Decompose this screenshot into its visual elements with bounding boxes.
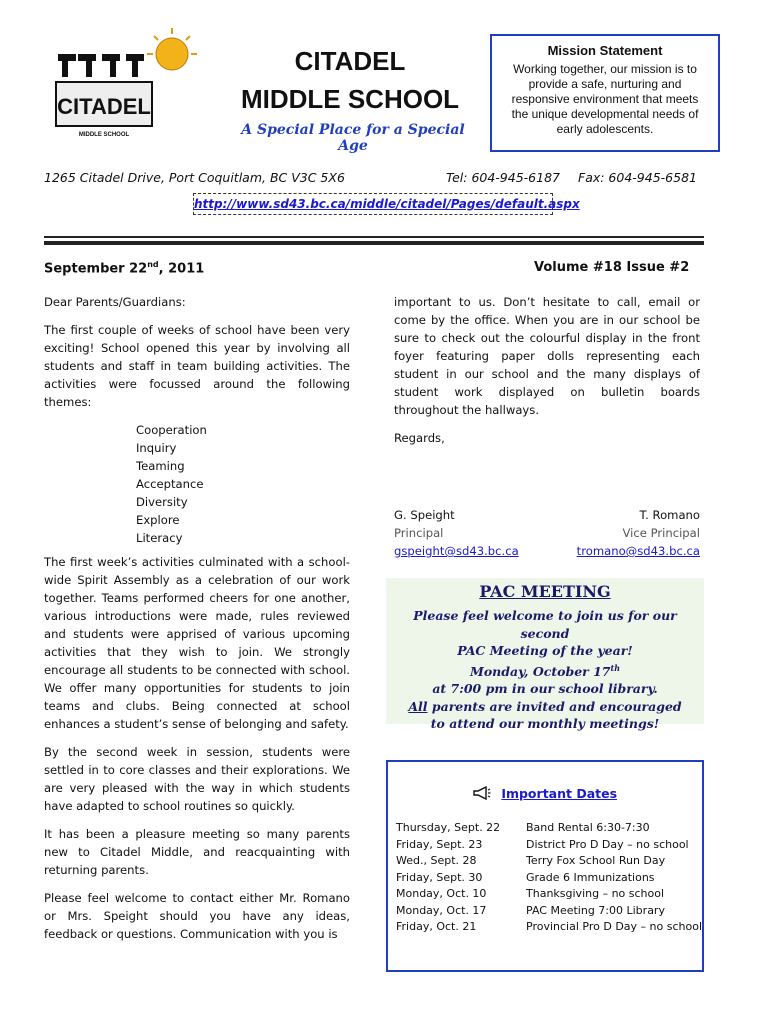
theme-item: Inquiry	[136, 441, 177, 455]
pac-meeting-box	[386, 578, 704, 732]
volume-issue: Volume #18 Issue #2	[534, 260, 690, 275]
signature-vice-principal	[577, 506, 700, 560]
school-title	[240, 42, 460, 118]
header-divider-thin	[44, 236, 704, 238]
svg-text:MIDDLE SCHOOL: MIDDLE SCHOOL	[78, 132, 130, 138]
theme-item: Explore	[136, 513, 180, 527]
megaphone-icon	[473, 786, 491, 800]
phone-number: Tel: 604-945-6187	[446, 170, 560, 185]
table-row: Friday, Sept. 23 District Pro D Day – no school	[396, 837, 689, 851]
table-row: Monday, Oct. 17 PAC Meeting 7:00 Library	[396, 903, 665, 917]
important-dates-title: Important Dates	[501, 786, 618, 801]
vice-principal-name: T. Romano	[639, 508, 700, 522]
school-website-link[interactable]: http://www.sd43.bc.ca/middle/citadel/Pages/default.aspx	[193, 193, 553, 215]
table-row: Friday, Oct. 21 Provincial Pro D Day – no school	[396, 920, 702, 933]
letter-paragraph: It has been a pleasure meeting so many parents new to Citadel Middle, and reacquainting with returning parents.	[44, 827, 350, 877]
table-row: Wed., Sept. 28 Terry Fox School Run Day	[396, 854, 666, 867]
mission-title: Mission Statement	[547, 43, 663, 58]
principal-email-link[interactable]: gspeight@sd43.bc.ca	[394, 544, 519, 558]
letter-closing: Regards,	[394, 431, 445, 445]
theme-item: Acceptance	[136, 477, 204, 491]
svg-text:CITADEL: CITADEL	[57, 94, 151, 119]
letter-right-column	[394, 293, 700, 457]
table-row: Thursday, Sept. 22 Band Rental 6:30-7:30	[396, 821, 650, 834]
sun-icon	[147, 28, 197, 70]
important-dates-table	[396, 820, 702, 936]
important-dates-header	[388, 786, 702, 801]
principal-name: G. Speight	[394, 508, 455, 522]
letter-greeting: Dear Parents/Guardians:	[44, 295, 186, 309]
mission-text: Working together, our mission is to provide a safe, nurturing and responsive environment that meets the unique developmental needs of early adolescents.	[511, 62, 699, 136]
letter-paragraph: The first week’s activities culminated with a school-wide Spirit Assembly as a celebration of our work together. Teams performed cheers for one another, various introductions were made, rules reviewed and students were apprised of various upcoming activities that they wish to join. We strongly encourage all students to be connected with school. We offer many opportunities for students to join teams and clubs. Being connected at school enhances a student’s sense of belonging and safety.	[44, 555, 350, 731]
logo-graphic	[50, 18, 200, 153]
school-logo	[50, 18, 200, 153]
vice-principal-role: Vice Principal	[622, 526, 700, 540]
themes-list	[136, 421, 350, 547]
pac-text: Please feel welcome to join us for our second PAC Meeting of the year! Monday, October 17th at 7:00 pm in our school library. All parents are invited and encouraged to attend our monthly meetings!	[408, 608, 682, 732]
header-divider-thick	[44, 241, 704, 245]
letter-paragraph: Please feel welcome to contact either Mr. Romano or Mrs. Speight should you have any ideas, feedback or questions. Communication with you is	[44, 891, 350, 941]
letter-paragraph: important to us. Don’t hesitate to call, email or come by the office. When you are in our school be sure to check out the colourful display in the front foyer featuring paper dolls representing each student in our school and the many displays of student work displayed on bulletin boards throughout the hallways.	[394, 295, 700, 417]
letter-paragraph: The first couple of weeks of school have been very exciting! School opened this year by involving all students and staff in team building activities. The activities were focussed around the following themes:	[44, 323, 350, 409]
school-address: 1265 Citadel Drive, Port Coquitlam, BC V3C 5X6	[44, 170, 345, 185]
letter-paragraph: By the second week in session, students were settled in to core classes and their explorations. We are very pleased with the way in which students have adapted to school routines so quickly.	[44, 745, 350, 813]
school-title-line2: MIDDLE SCHOOL	[240, 84, 460, 114]
principal-role: Principal	[394, 526, 444, 540]
important-dates-box	[386, 760, 704, 972]
theme-item: Literacy	[136, 531, 183, 545]
table-row: Monday, Oct. 10 Thanksgiving – no school	[396, 887, 665, 900]
school-title-line1: CITADEL	[294, 46, 406, 76]
slogan: A Special Place for a Special Age	[241, 122, 465, 154]
pac-title: PAC MEETING	[479, 582, 611, 601]
fax-number: Fax: 604-945-6581	[578, 170, 697, 185]
signatures	[394, 506, 700, 562]
theme-item: Cooperation	[136, 423, 207, 437]
theme-item: Diversity	[136, 495, 188, 509]
vice-principal-email-link[interactable]: tromano@sd43.bc.ca	[576, 544, 700, 558]
mission-statement-box	[490, 34, 720, 152]
signature-principal	[394, 506, 519, 560]
issue-date: September 22nd, 2011	[44, 260, 205, 277]
letter-left-column	[44, 293, 350, 953]
theme-item: Teaming	[136, 459, 185, 473]
table-row: Friday, Sept. 30 Grade 6 Immunizations	[396, 870, 655, 884]
